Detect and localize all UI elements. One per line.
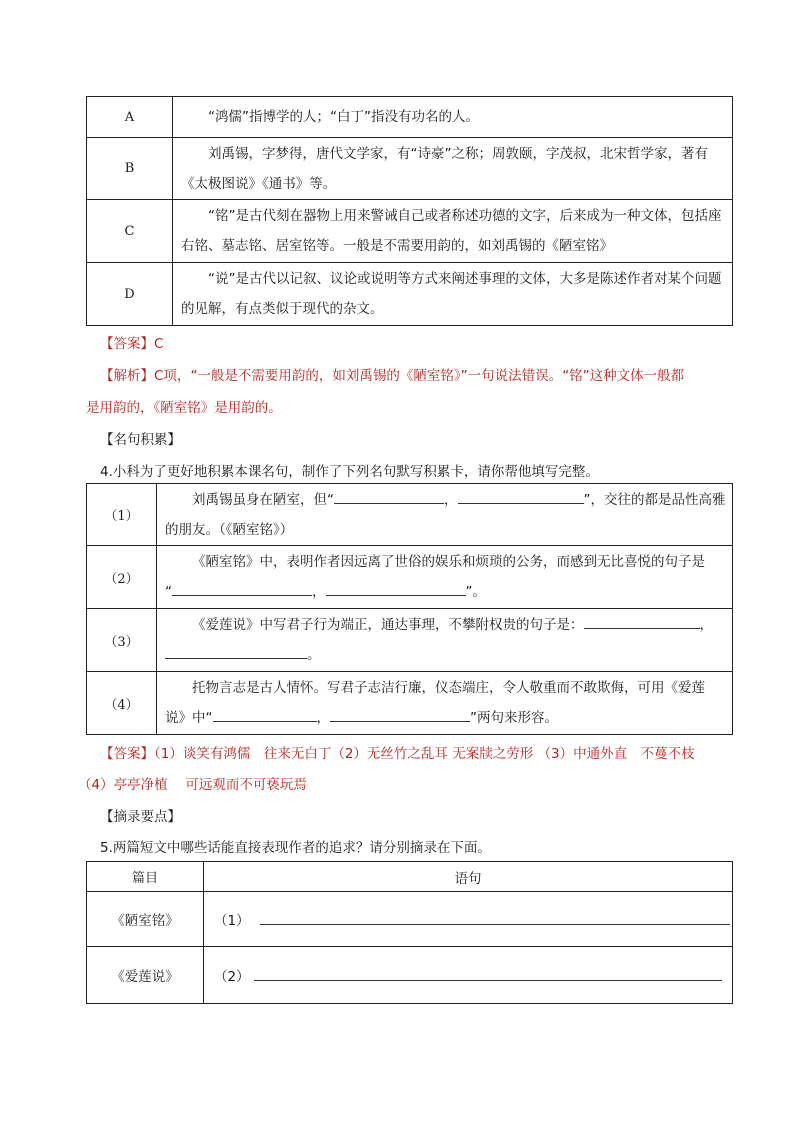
text-part: ，: [312, 584, 326, 600]
row-title: 《陋室铭》: [87, 892, 204, 947]
item-content: [157, 672, 733, 735]
option-label: D: [87, 263, 173, 326]
answer-line[interactable]: [260, 912, 730, 925]
table-row: [87, 947, 733, 1004]
item-content: [157, 609, 733, 672]
q5-prompt: 5.两篇短文中哪些话能直接表现作者的追求？请分别摘录在下面。: [100, 840, 491, 856]
option-text: “鸿儒”指博学的人；“白丁”指没有功名的人。: [173, 97, 733, 138]
option-text: 刘禹锡，字梦得，唐代文学家，有“诗豪”之称；周敦颐，字茂叔，北宋哲学家，著有《太极图说》《通书》等。: [173, 138, 733, 200]
text-part: ”。: [465, 584, 486, 600]
item-content: [157, 546, 733, 609]
column-header: 篇目: [87, 862, 204, 892]
blank-field[interactable]: [458, 489, 584, 504]
item-content: [157, 484, 733, 546]
answer-line[interactable]: [254, 968, 722, 981]
blank-field[interactable]: [165, 644, 307, 659]
text-part: ，: [444, 491, 458, 508]
table-row: [87, 97, 733, 138]
table-row: [87, 546, 733, 609]
text-part: ”，交往的都是品性高雅: [583, 491, 726, 508]
text-part: 。: [307, 647, 321, 663]
item-label: （3）: [87, 609, 157, 672]
table-row: [87, 892, 733, 947]
answer-tag: 【答案】: [100, 336, 154, 352]
analysis-text-1: C项，: [154, 368, 191, 384]
blank-field[interactable]: [213, 707, 317, 722]
q4-answer: [100, 742, 695, 762]
text-part: 说》中“: [165, 710, 213, 726]
text-part: ，: [699, 617, 713, 633]
option-text: “铭”是古代刻在器物上用来警诫自己或者称述功德的文字，后来成为一种文体，包括座右铭、墓志铭、居室铭等。一般是不需要用韵的，如刘禹锡的《陋室铭》: [173, 200, 733, 263]
q3-analysis: [100, 364, 740, 384]
item-label: （4）: [87, 672, 157, 735]
option-label: A: [87, 97, 173, 138]
q3-answer: [100, 332, 163, 352]
text-part: 的朋友。（《陋室铭》）: [165, 521, 294, 538]
row-number: （2）: [214, 969, 250, 985]
q4-answer-line2: （4）亭亭净植 可远观而不可亵玩焉: [78, 777, 307, 793]
text-part: ”两句来形容。: [470, 710, 558, 726]
option-label: C: [87, 200, 173, 263]
q3-options-table: [86, 96, 733, 326]
item-label: （1）: [87, 484, 157, 546]
table-row: [87, 484, 733, 546]
row-content: [204, 947, 733, 1004]
text-part: ，: [316, 710, 330, 726]
blank-field[interactable]: [172, 581, 312, 596]
section-mingju-title: 【名句积累】: [100, 432, 181, 448]
blank-field[interactable]: [334, 489, 444, 504]
row-title: 《爱莲说》: [87, 947, 204, 1004]
text-part: 刘禹锡虽身在陋室，但“: [192, 491, 334, 508]
q3-analysis-line2: 是用韵的，《陋室铭》是用韵的。: [86, 400, 282, 416]
answer-value: C: [154, 336, 164, 352]
analysis-text-2: “一般是不需要用韵的，如刘禹锡的《陋室铭》”一句说法错误。: [190, 368, 563, 384]
text-part: 《爱莲说》中写君子行为端正，通达事理，不攀附权贵的句子是：: [192, 617, 584, 633]
q4-prompt: 4.小科为了更好地积累本课名句，制作了下列名句默写积累卡，请你帮他填写完整。: [100, 464, 599, 480]
table-row: [87, 672, 733, 735]
table-row: [87, 138, 733, 200]
analysis-tag: 【解析】: [100, 368, 154, 384]
answer-tag: 【答案】: [100, 746, 154, 762]
blank-field[interactable]: [326, 581, 466, 596]
item-label: （2）: [87, 546, 157, 609]
section-zhailu-title: 【摘录要点】: [100, 809, 181, 825]
q4-fill-table: [86, 483, 733, 735]
row-number: （1）: [214, 913, 250, 929]
text-part: “: [165, 584, 172, 600]
column-header: 语句: [204, 862, 733, 892]
table-row: [87, 609, 733, 672]
option-label: B: [87, 138, 173, 200]
q5-excerpt-table: [86, 861, 733, 1004]
row-content: [204, 892, 733, 947]
text-part: 《陋室铭》中，表明作者因远离了世俗的娱乐和烦琐的公务，而感到无比喜悦的句子是: [192, 554, 705, 570]
table-row: [87, 200, 733, 263]
blank-field[interactable]: [584, 614, 700, 629]
text-part: 托物言志是古人情怀。写君子志洁行廉，仪态端庄，令人敬重而不敢欺侮，可用《爱莲: [192, 680, 705, 696]
blank-field[interactable]: [330, 707, 470, 722]
table-row: [87, 263, 733, 326]
analysis-text-3: “铭”这种文体一般都: [562, 368, 685, 384]
table-header-row: [87, 862, 733, 892]
option-text: “说”是古代以记叙、议论或说明等方式来阐述事理的文体，大多是陈述作者对某个问题的见解，有点类似于现代的杂文。: [173, 263, 733, 326]
answer-line-1: （1）谈笑有鸿儒 往来无白丁（2）无丝竹之乱耳 无案牍之劳形 （3）中通外直 不蔓不枝: [154, 746, 695, 762]
